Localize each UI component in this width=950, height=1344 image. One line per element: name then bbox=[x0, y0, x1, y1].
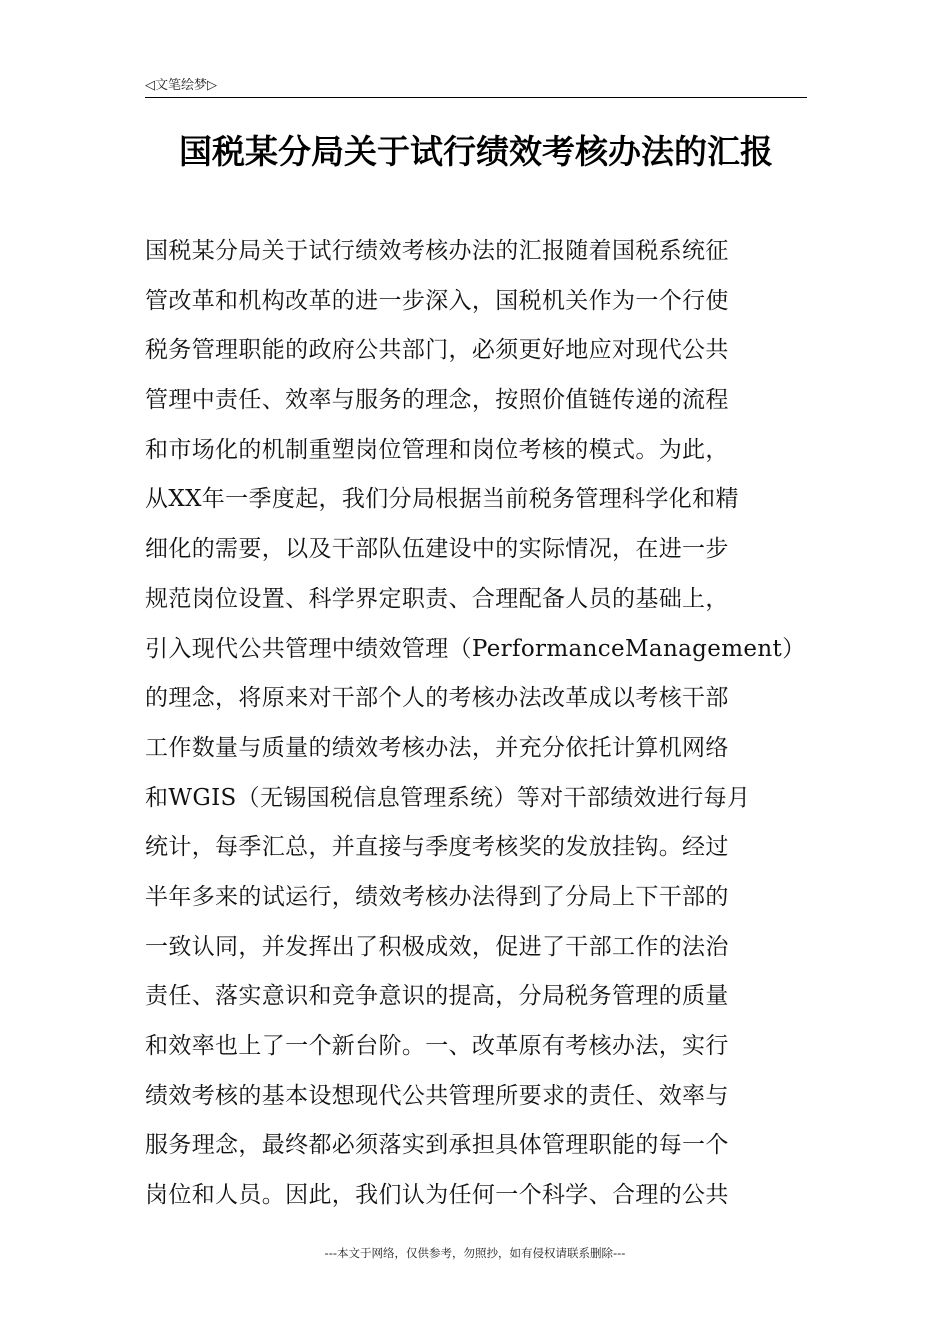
page-footer-notice: ---本文于网络，仅供参考，勿照抄，如有侵权请联系删除--- bbox=[324, 1246, 626, 1260]
body-line: 和市场化的机制重塑岗位管理和岗位考核的模式。为此， bbox=[145, 436, 729, 463]
body-line: 从XX年一季度起，我们分局根据当前税务管理科学化和精 bbox=[145, 486, 739, 513]
body-line: 国税某分局关于试行绩效考核办法的汇报随着国税系统征 bbox=[145, 238, 729, 264]
page-header-label: ◁文笔绘梦▷ bbox=[145, 78, 217, 93]
body-line: 规范岗位设置、科学界定职责、合理配备人员的基础上， bbox=[145, 585, 729, 612]
body-line: 服务理念，最终都必须落实到承担具体管理职能的每一个 bbox=[145, 1132, 729, 1159]
body-line: 半年多来的试运行，绩效考核办法得到了分局上下干部的 bbox=[145, 883, 729, 910]
body-line: 管改革和机构改革的进一步深入，国税机关作为一个行使 bbox=[145, 287, 729, 314]
body-line: 责任、落实意识和竞争意识的提高，分局税务管理的质量 bbox=[145, 983, 729, 1010]
document-body bbox=[145, 227, 807, 1221]
body-line: 统计，每季汇总，并直接与季度考核奖的发放挂钩。经过 bbox=[145, 834, 729, 861]
document-title: 国税某分局关于试行绩效考核办法的汇报 bbox=[179, 132, 773, 171]
body-line: 引入现代公共管理中绩效管理（PerformanceManagement） bbox=[145, 635, 806, 662]
body-line: 一致认同，并发挥出了积极成效，促进了干部工作的法治 bbox=[145, 933, 729, 960]
body-line: 和效率也上了一个新台阶。一、改革原有考核办法，实行 bbox=[145, 1033, 729, 1059]
body-line: 岗位和人员。因此，我们认为任何一个科学、合理的公共 bbox=[145, 1182, 729, 1209]
body-line: 细化的需要，以及干部队伍建设中的实际情况，在进一步 bbox=[145, 536, 729, 563]
body-line: 税务管理职能的政府公共部门，必须更好地应对现代公共 bbox=[145, 337, 729, 364]
body-line: 绩效考核的基本设想现代公共管理所要求的责任、效率与 bbox=[145, 1082, 729, 1109]
body-line: 管理中责任、效率与服务的理念，按照价值链传递的流程 bbox=[145, 387, 729, 414]
header-divider bbox=[145, 97, 807, 98]
body-line: 工作数量与质量的绩效考核办法，并充分依托计算机网络 bbox=[145, 734, 729, 761]
body-line: 和WGIS（无锡国税信息管理系统）等对干部绩效进行每月 bbox=[145, 784, 751, 811]
body-line: 的理念，将原来对干部个人的考核办法改革成以考核干部 bbox=[145, 685, 729, 712]
